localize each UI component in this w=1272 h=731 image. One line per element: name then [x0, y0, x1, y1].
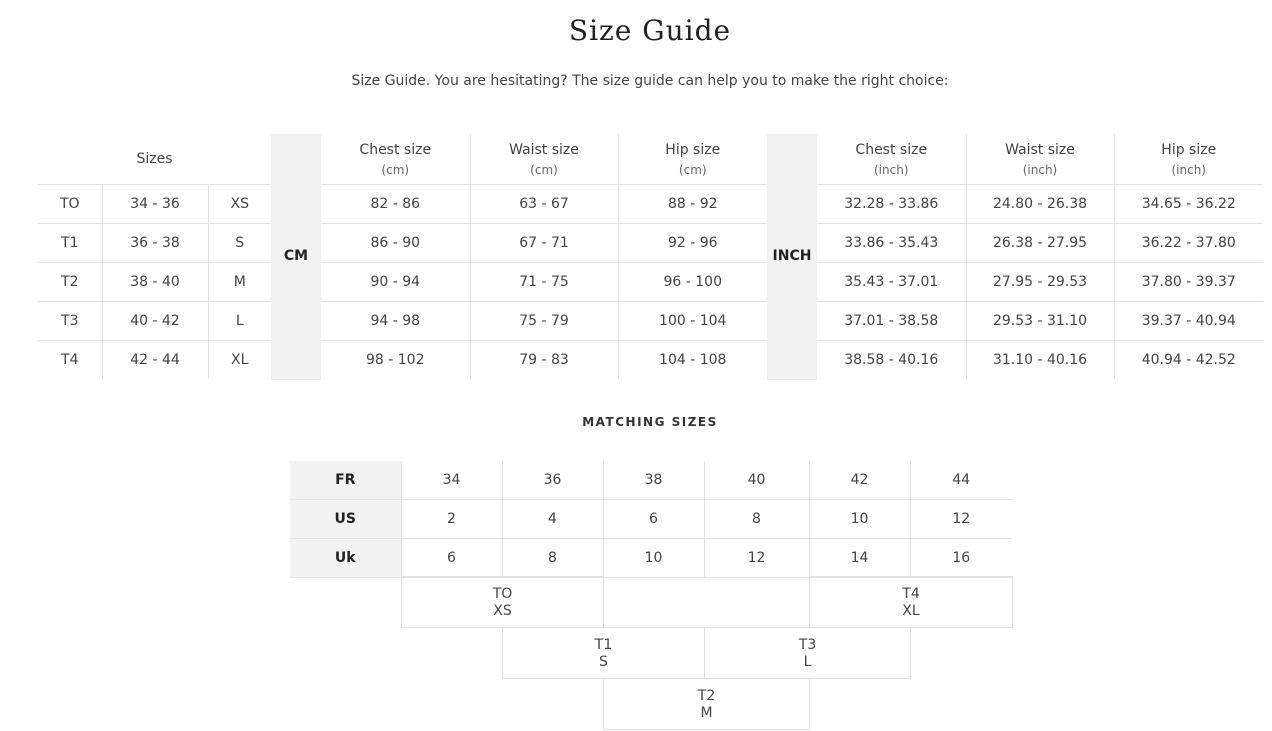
waist-cm: 63 - 67: [470, 185, 618, 224]
size-group-t2: [603, 678, 810, 730]
size-code: T3: [38, 302, 102, 341]
fr-value: 38: [603, 461, 704, 500]
group-size-letter: XL: [902, 603, 920, 619]
fr-value: 34: [401, 461, 502, 500]
hip-inch: 37.80 - 39.37: [1114, 263, 1263, 302]
sizes-header: Sizes: [38, 134, 271, 185]
waist-inch: 27.95 - 29.53: [966, 263, 1114, 302]
chest-cm: 82 - 86: [321, 185, 470, 224]
row-label-fr: FR: [290, 461, 401, 500]
us-value: 12: [910, 500, 1012, 539]
size-letter: M: [208, 263, 271, 302]
size-code: TO: [38, 185, 102, 224]
waist-inch: 29.53 - 31.10: [966, 302, 1114, 341]
chest-cm: 86 - 90: [321, 224, 470, 263]
size-letter: XL: [208, 341, 271, 380]
waist-cm: 75 - 79: [470, 302, 618, 341]
fr-range: 34 - 36: [102, 185, 208, 224]
table-row: [38, 302, 1263, 341]
header-waist-cm: Waist size (cm): [470, 134, 618, 185]
hip-cm: 104 - 108: [618, 341, 767, 380]
uk-value: 6: [401, 539, 502, 578]
hip-inch: 40.94 - 42.52: [1114, 341, 1263, 380]
us-value: 2: [401, 500, 502, 539]
table-row: [290, 539, 1012, 578]
fr-range: 42 - 44: [102, 341, 208, 380]
chest-inch: 33.86 - 35.43: [817, 224, 966, 263]
hip-cm: 96 - 100: [618, 263, 767, 302]
size-group-t3: [704, 627, 911, 679]
fr-range: 36 - 38: [102, 224, 208, 263]
header-waist-inch: Waist size (inch): [966, 134, 1114, 185]
chest-cm: 98 - 102: [366, 352, 425, 368]
waist-inch: 26.38 - 27.95: [966, 224, 1114, 263]
waist-inch: 31.10 - 40.16: [966, 341, 1114, 380]
group-size-code: T2: [697, 688, 716, 704]
uk-value: 8: [502, 539, 603, 578]
size-letter: S: [208, 224, 271, 263]
cm-label: CM: [271, 134, 321, 379]
group-size-letter: L: [803, 654, 812, 670]
waist-cm: 79 - 83: [470, 341, 618, 380]
page-title: Size Guide: [568, 14, 732, 47]
waist-cm: 71 - 75: [470, 263, 618, 302]
page-subtitle: Size Guide. You are hesitating? The size guide can help you to make the right choice:: [351, 73, 949, 89]
hip-cm: 88 - 92: [618, 185, 767, 224]
hip-inch: 34.65 - 36.22: [1114, 185, 1263, 224]
chest-inch: 32.28 - 33.86: [817, 185, 966, 224]
size-group-t1: [502, 627, 705, 679]
group-size-code: T1: [594, 637, 613, 653]
matching-sizes-title: MATCHING SIZES: [582, 415, 718, 429]
us-value: 10: [809, 500, 910, 539]
group-size-code: TO: [492, 586, 513, 602]
fr-value: 40: [704, 461, 809, 500]
fr-range: 40 - 42: [102, 302, 208, 341]
size-group-to: [401, 576, 604, 628]
table-row: [38, 341, 1263, 380]
uk-value: 10: [603, 539, 704, 578]
hip-cm: 100 - 104: [618, 302, 767, 341]
table-row: [290, 461, 1012, 500]
size-group-t4: [809, 576, 1013, 628]
header-chest-inch: Chest size (inch): [817, 134, 966, 185]
table-row: [38, 224, 1263, 263]
group-size-code: T4: [902, 586, 920, 602]
us-value: 8: [704, 500, 809, 539]
hip-inch: 36.22 - 37.80: [1114, 224, 1263, 263]
size-table-header: [38, 134, 1263, 185]
hip-cm: 92 - 96: [618, 224, 767, 263]
chest-inch: 37.01 - 38.58: [817, 302, 966, 341]
us-value: 4: [502, 500, 603, 539]
matching-sizes-table: [290, 461, 1012, 578]
size-code: T4: [61, 352, 79, 368]
size-letter: XS: [208, 185, 271, 224]
group-size-letter: XS: [493, 603, 512, 619]
header-hip-cm: Hip size (cm): [618, 134, 767, 185]
size-code: T2: [38, 263, 102, 302]
us-value: 6: [603, 500, 704, 539]
group-size-code: T3: [798, 637, 817, 653]
row-label-uk: Uk: [290, 539, 401, 578]
size-table: [38, 134, 1263, 380]
group-size-letter: S: [599, 654, 608, 670]
chest-inch: 38.58 - 40.16: [844, 352, 939, 368]
chest-inch: 35.43 - 37.01: [817, 263, 966, 302]
group-size-letter: M: [700, 705, 713, 721]
hip-inch: 39.37 - 40.94: [1114, 302, 1263, 341]
row-label-us: US: [290, 500, 401, 539]
header-hip-inch: Hip size (inch): [1114, 134, 1263, 185]
uk-value: 16: [910, 539, 1012, 578]
table-row: [38, 185, 1263, 224]
chest-cm: 90 - 94: [321, 263, 470, 302]
inch-label: INCH: [767, 134, 817, 379]
waist-cm: 67 - 71: [470, 224, 618, 263]
size-code: T1: [38, 224, 102, 263]
fr-value: 36: [502, 461, 603, 500]
header-chest-cm: Chest size (cm): [321, 134, 470, 185]
uk-value: 14: [809, 539, 910, 578]
uk-value: 12: [704, 539, 809, 578]
fr-value: 42: [809, 461, 910, 500]
fr-value: 44: [910, 461, 1012, 500]
size-letter: L: [208, 302, 271, 341]
table-row: [38, 263, 1263, 302]
table-row: [290, 500, 1012, 539]
chest-cm: 94 - 98: [321, 302, 470, 341]
waist-inch: 24.80 - 26.38: [966, 185, 1114, 224]
fr-range: 38 - 40: [102, 263, 208, 302]
